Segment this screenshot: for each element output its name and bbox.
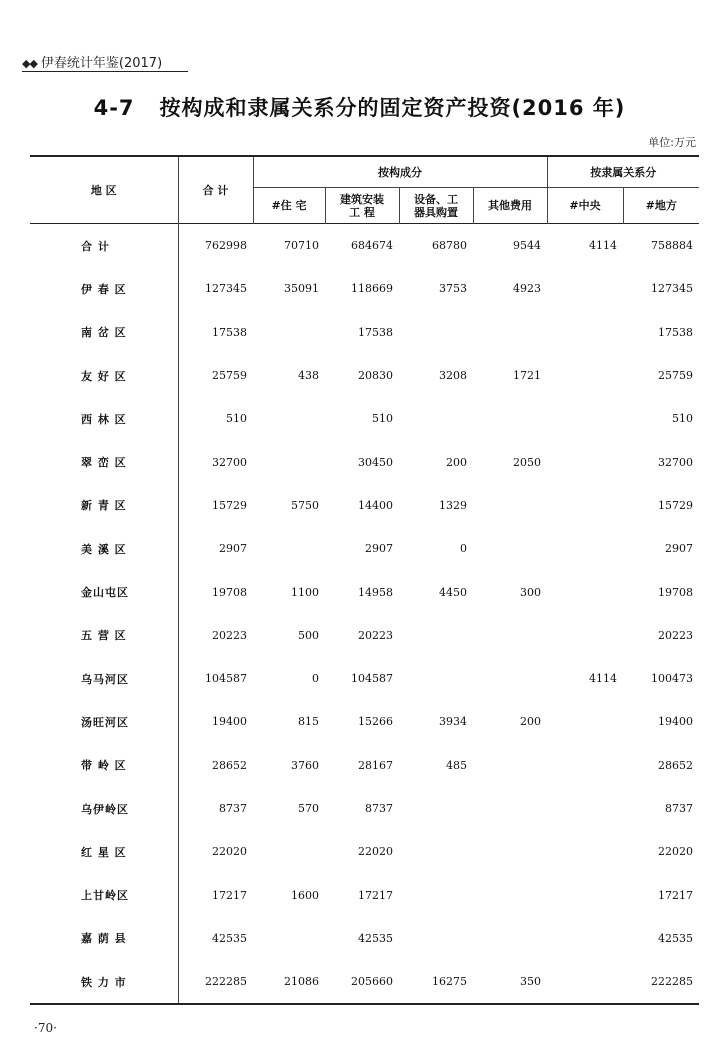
cell-equipment: 16275 [432,975,467,989]
header-construction: 建筑安装 工 程 [325,188,399,224]
cell-other-costs [473,614,547,657]
row-label: 汤旺河区 [81,715,129,729]
yearbook-name: 伊春统计年鉴(2017) [40,56,163,71]
cell-central [547,311,623,354]
cell-total: 17217 [178,873,253,916]
cell-central [547,873,623,916]
cell-equipment: 3753 [439,282,467,296]
cell-other-costs [473,873,547,916]
cell-equipment [399,657,473,700]
cell-equipment: 4450 [439,585,467,599]
table-row [30,787,699,830]
row-label: 红 星 区 [81,845,127,859]
table-row [30,614,699,657]
header-affiliation-group: 按隶属关系分 [547,156,699,188]
cell-total: 19708 [178,570,253,613]
cell-other-costs: 350 [520,975,541,989]
cell-construction: 14958 [358,585,393,599]
cell-residential [253,527,325,570]
cell-other-costs: 1721 [513,369,541,383]
cell-residential: 1600 [291,888,319,902]
cell-other-costs [473,311,547,354]
cell-local: 17538 [658,325,693,339]
cell-residential [253,397,325,440]
cell-equipment: 3208 [439,369,467,383]
row-label: 伊 春 区 [81,282,127,296]
table-row [30,354,699,397]
cell-equipment: 200 [446,455,467,469]
cell-construction: 2907 [365,542,393,556]
table-row [30,484,699,527]
cell-equipment [399,397,473,440]
cell-residential: 70710 [284,239,319,253]
row-label: 美 溪 区 [81,542,127,556]
cell-local: 100473 [651,672,693,686]
cell-other-costs [473,484,547,527]
cell-local: 42535 [658,931,693,945]
cell-total: 19400 [178,700,253,743]
table-row [30,657,699,700]
cell-other-costs: 300 [520,585,541,599]
cell-construction: 205660 [351,975,393,989]
table-row [30,267,699,310]
page-number: ·70· [34,1021,57,1035]
header-other-costs: 其他费用 [473,188,547,224]
row-label: 上甘岭区 [81,889,129,903]
cell-residential [253,311,325,354]
row-label: 铁 力 市 [81,975,127,989]
cell-equipment: 68780 [432,239,467,253]
table-row [30,440,699,483]
cell-residential: 1100 [291,585,319,599]
cell-other-costs: 2050 [513,455,541,469]
cell-total: 8737 [178,787,253,830]
cell-central [547,397,623,440]
cell-construction: 104587 [351,672,393,686]
cell-total: 20223 [178,614,253,657]
cell-other-costs: 200 [520,715,541,729]
cell-equipment [399,787,473,830]
cell-other-costs [473,787,547,830]
header-central: #中央 [547,188,623,224]
header-residential: #住 宅 [253,188,325,224]
row-label: 五 营 区 [81,629,127,643]
cell-central [547,787,623,830]
cell-residential [253,440,325,483]
row-label: 乌马河区 [81,672,129,686]
cell-construction: 17538 [358,325,393,339]
cell-residential: 500 [298,628,319,642]
cell-local: 32700 [658,455,693,469]
cell-equipment [399,311,473,354]
cell-central [547,614,623,657]
cell-total: 28652 [178,744,253,787]
cell-total: 2907 [178,527,253,570]
cell-total: 42535 [178,917,253,960]
cell-central [547,484,623,527]
cell-other-costs [473,657,547,700]
cell-local: 19400 [658,715,693,729]
cell-construction: 510 [372,412,393,426]
cell-construction: 8737 [365,802,393,815]
cell-construction: 30450 [358,455,393,469]
table-row [30,873,699,916]
cell-construction: 684674 [351,239,393,253]
cell-total: 22020 [178,830,253,873]
running-head [22,52,207,71]
cell-other-costs [473,527,547,570]
row-label: 带 岭 区 [81,759,127,773]
cell-residential: 35091 [284,282,319,296]
table-row [30,397,699,440]
cell-central: 4114 [589,239,617,253]
header-row-1 [30,156,699,188]
cell-residential: 3760 [291,758,319,772]
cell-construction: 17217 [358,888,393,902]
page-title: 4-7 按构成和隶属关系分的固定资产投资(2016 年) [93,96,626,120]
row-label: 嘉 荫 县 [81,932,127,946]
table-row [30,917,699,960]
header-local: #地方 [623,188,699,224]
cell-construction: 14400 [358,498,393,512]
cell-local: 25759 [658,369,693,383]
cell-construction: 20830 [358,369,393,383]
cell-central [547,570,623,613]
cell-residential: 0 [312,672,319,686]
cell-other-costs: 9544 [513,239,541,253]
cell-residential: 438 [298,369,319,383]
cell-total: 510 [178,397,253,440]
header-equipment: 设备、工 器具购置 [399,188,473,224]
cell-total: 127345 [178,267,253,310]
cell-residential: 21086 [284,975,319,989]
cell-local: 15729 [658,498,693,512]
cell-equipment: 1329 [439,498,467,512]
header-composition-group: 按构成分 [253,156,547,188]
cell-residential: 570 [298,802,319,815]
header-total: 合 计 [178,156,253,224]
cell-central [547,917,623,960]
table-row [30,527,699,570]
cell-central [547,440,623,483]
cell-residential: 5750 [291,498,319,512]
table-row [30,744,699,787]
table-row [30,960,699,1004]
cell-local: 510 [672,412,693,426]
cell-residential [253,917,325,960]
cell-equipment [399,873,473,916]
cell-construction: 20223 [358,628,393,642]
cell-construction: 22020 [358,845,393,859]
cell-equipment: 3934 [439,715,467,729]
cell-construction: 118669 [351,282,393,296]
cell-local: 17217 [658,888,693,902]
cell-equipment [399,917,473,960]
row-label: 合 计 [81,239,110,253]
cell-local: 28652 [658,758,693,772]
table-row [30,224,699,268]
cell-central [547,700,623,743]
cell-local: 2907 [665,542,693,556]
row-label: 友 好 区 [81,369,127,383]
row-label: 翠 峦 区 [81,456,127,470]
cell-equipment [399,830,473,873]
cell-construction: 42535 [358,931,393,945]
cell-central [547,527,623,570]
row-label: 乌伊岭区 [81,802,129,816]
cell-total: 104587 [178,657,253,700]
row-label: 金山屯区 [81,586,129,600]
cell-other-costs: 4923 [513,282,541,296]
cell-other-costs [473,397,547,440]
running-head-rule [22,71,188,72]
cell-central [547,744,623,787]
cell-total: 15729 [178,484,253,527]
cell-central [547,960,623,1004]
cell-local: 222285 [651,975,693,989]
cell-local: 19708 [658,585,693,599]
cell-local: 127345 [651,282,693,296]
table-row [30,830,699,873]
cell-local: 22020 [658,845,693,859]
cell-central [547,354,623,397]
cell-construction: 28167 [358,758,393,772]
unit-note: 单位:万元 [648,136,696,149]
cell-other-costs [473,917,547,960]
cell-residential [253,830,325,873]
cell-equipment: 485 [446,758,467,772]
cell-equipment [399,614,473,657]
cell-local: 8737 [665,802,693,815]
row-label: 南 岔 区 [81,326,127,340]
table-body [30,224,699,1005]
cell-local: 758884 [651,239,693,253]
investment-table [30,155,699,1005]
cell-local: 20223 [658,628,693,642]
cell-central: 4114 [589,672,617,686]
cell-total: 25759 [178,354,253,397]
cell-residential: 815 [298,715,319,729]
cell-construction: 15266 [358,715,393,729]
cell-other-costs [473,744,547,787]
diamond-marks-icon: ◆◆ [22,57,37,70]
header-region: 地 区 [90,183,117,197]
cell-other-costs [473,830,547,873]
table-row [30,700,699,743]
cell-total: 17538 [178,311,253,354]
cell-equipment: 0 [460,542,467,556]
table-row [30,311,699,354]
cell-central [547,267,623,310]
row-label: 新 青 区 [81,499,127,513]
cell-total: 222285 [178,960,253,1004]
cell-total: 762998 [178,224,253,268]
table-row [30,570,699,613]
cell-central [547,830,623,873]
cell-total: 32700 [178,440,253,483]
row-label: 西 林 区 [81,412,127,426]
